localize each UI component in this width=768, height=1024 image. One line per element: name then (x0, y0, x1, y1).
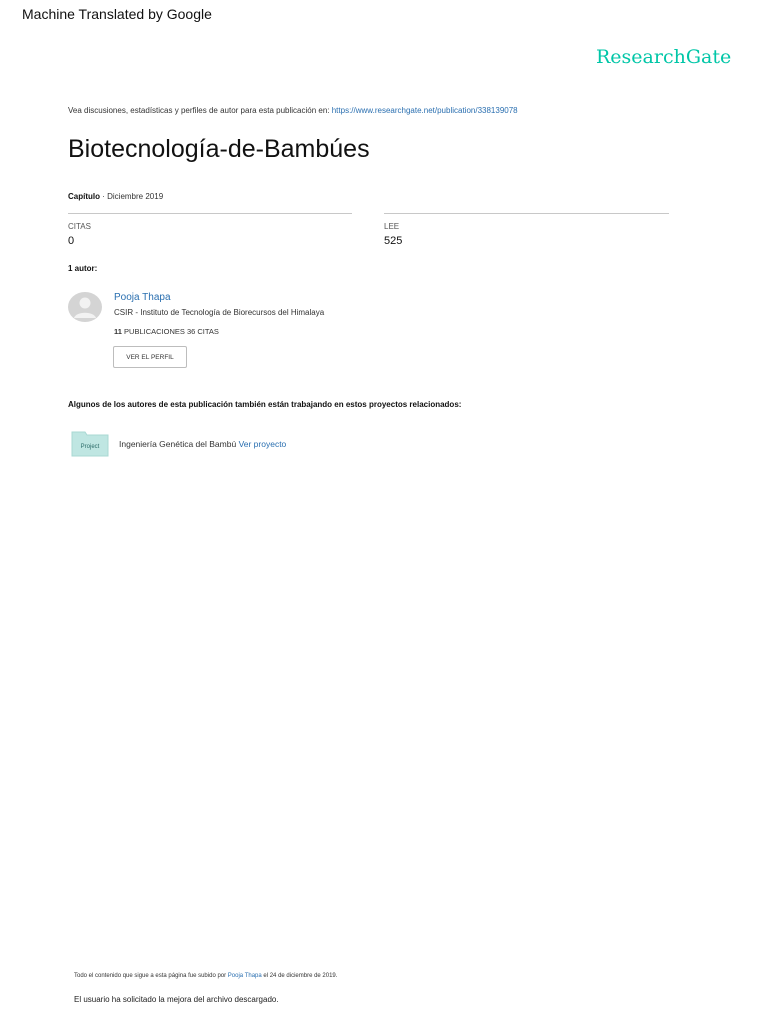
author-affiliation: CSIR - Instituto de Tecnología de Biorecursos del Himalaya (114, 308, 325, 317)
citations-value: 0 (68, 235, 75, 247)
citations-label: CITAS (68, 222, 91, 231)
project-entry (119, 439, 286, 449)
stats-divider-left (68, 213, 352, 214)
reads-value: 525 (384, 235, 403, 247)
reads-label: LEE (384, 222, 400, 231)
publication-meta (68, 192, 163, 201)
download-note: El usuario ha solicitado la mejora del archivo descargado. (74, 995, 279, 1004)
publication-link[interactable]: https://www.researchgate.net/publication/338139078 (331, 106, 518, 115)
author-stats (114, 327, 219, 336)
uploader-link[interactable]: Pooja Thapa (227, 973, 262, 979)
user-avatar-icon (68, 292, 102, 322)
project-icon-label: Project (80, 444, 100, 450)
related-projects-heading: Algunos de los autores de esta publicación también están trabajando en estos proyectos relacionados: (68, 400, 462, 409)
upload-text-before: Todo el contenido que sigue a esta página fue subido por (74, 973, 228, 979)
stats-divider-right (384, 213, 669, 214)
publication-type: Capítulo (68, 192, 100, 201)
view-project-link[interactable]: Ver proyecto (238, 439, 287, 449)
project-folder-icon (71, 429, 109, 457)
upload-notice (74, 973, 337, 979)
researchgate-logo[interactable]: ResearchGate (596, 46, 732, 68)
author-name-link[interactable]: Pooja Thapa (114, 292, 171, 303)
project-name: Ingeniería Genética del Bambú (119, 439, 237, 449)
avatar[interactable] (68, 292, 102, 322)
publication-date: · Diciembre 2019 (100, 192, 164, 201)
intro-text: Vea discusiones, estadísticas y perfiles de autor para esta publicación en: (68, 106, 332, 115)
publication-count: 11 (114, 327, 122, 336)
publication-title: Biotecnología-de-Bambúes (68, 135, 370, 163)
authors-heading: 1 autor: (68, 264, 98, 273)
intro-line (68, 106, 518, 115)
machine-translated-banner: Machine Translated by Google (22, 6, 212, 22)
upload-text-after: el 24 de diciembre de 2019. (261, 973, 338, 979)
publication-count-text: PUBLICACIONES 36 CITAS (121, 327, 219, 336)
view-profile-button[interactable]: VER EL PERFIL (113, 346, 187, 368)
